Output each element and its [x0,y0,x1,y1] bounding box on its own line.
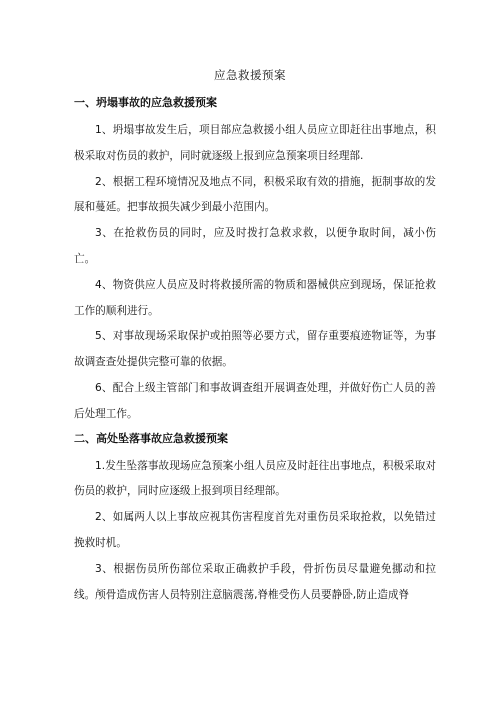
paragraph: 6、配合上级主管部门和事故调查组开展调查处理，并做好伤亡人员的善后处理工作。 [74,381,436,420]
paragraph: 1.发生坠落事故现场应急预案小组人员应及时赶往出事地点，积极采取对伤员的救护，同时应逐级上报到项目经理部。 [74,459,436,498]
document-title: 应急救援预案 [214,68,286,82]
section-collapse [74,96,436,428]
section-heading-fall: 二、高处坠落事故应急救援预案 [74,431,228,445]
paragraph: 3、在抢救伤员的同时，应及时拨打急救求救，以便争取时间，减小伤亡。 [74,227,436,265]
paragraph: 2、根据工程环境情况及地点不同，积极采取有效的措施，扼制事故的发展和蔓延。把事故损失减少到最小范围内。 [74,175,436,214]
document-body [74,96,436,608]
section-fall [74,432,436,609]
paragraph: 5、对事故现场采取保护或拍照等必要方式，留存重要痕迹物证等，为事故调查查处提供完整可靠的依据。 [74,330,436,369]
paragraph: 4、物资供应人员应及时将救援所需的物质和器械供应到现场，保证抢救工作的顺利进行。 [74,278,436,317]
paragraph: 3、根据伤员所伤部位采取正确救护手段，骨折伤员尽量避免挪动和拉线。颅骨造成伤害人员特别注意脑震荡,脊椎受伤人员要静卧,防止造成脊 [74,562,436,601]
section-heading-collapse: 一、坍塌事故的应急救援预案 [74,96,217,109]
paragraph: 2、如属两人以上事故应视其伤害程度首先对重伤员采取抢救，以免错过挽救时机。 [74,511,436,549]
paragraph: 1、坍塌事故发生后，项目部应急救援小组人员应立即赶往出事地点，积极采取对伤员的救护，同时就逐级上报到应急预案项目经理部. [74,124,436,162]
